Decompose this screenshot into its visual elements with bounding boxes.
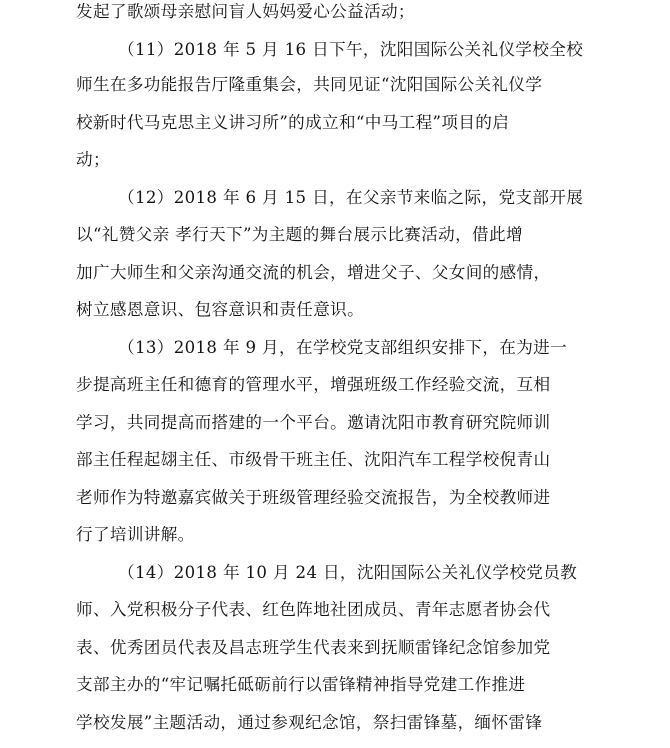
text-line-8: 加广大师生和父亲沟通交流的机会，增进父子、父女间的感情， [76, 263, 551, 282]
text-line-7: 以“礼赞父亲 孝行天下”为主题的舞台展示比赛活动，借此增 [76, 225, 523, 244]
text-line-20: 学校发展”主题活动，通过参观纪念馆，祭扫雷锋墓，缅怀雷锋 [76, 713, 543, 732]
text-line-10: （13）2018 年 9 月，在学校党支部组织安排下，在为进一 [118, 338, 568, 357]
text-line-11: 步提高班主任和德育的管理水平，增强班级工作经验交流，互相 [76, 375, 551, 394]
text-line-12: 学习，共同提高而搭建的一个平台。邀请沈阳市教育研究院师训 [76, 413, 551, 432]
text-line-3: 师生在多功能报告厅隆重集会，共同见证“沈阳国际公关礼仪学 [76, 75, 543, 94]
text-line-19: 支部主办的“牢记嘱托砥砺前行以雷锋精神指导党建工作推进 [76, 675, 526, 694]
text-line-1: 发起了歌颂母亲慰问盲人妈妈爱心公益活动； [76, 2, 415, 21]
text-line-14: 老师作为特邀嘉宾做关于班级管理经验交流报告，为全校教师进 [76, 488, 551, 507]
text-line-18: 表、优秀团员代表及昌志班学生代表来到抚顺雷锋纪念馆参加党 [76, 638, 551, 657]
text-line-15: 行了培训讲解。 [76, 525, 195, 544]
text-line-4: 校新时代马克思主义讲习所”的成立和“中马工程”项目的启 [76, 113, 510, 132]
text-line-16: （14）2018 年 10 月 24 日，沈阳国际公关礼仪学校党员教 [118, 563, 578, 582]
text-line-5: 动； [76, 150, 110, 169]
text-line-9: 树立感恩意识、包容意识和责任意识。 [76, 300, 365, 319]
text-line-6: （12）2018 年 6 月 15 日，在父亲节来临之际，党支部开展 [118, 188, 584, 207]
text-line-13: 部主任程起翃主任、市级骨干班主任、沈阳汽车工程学校倪青山 [76, 450, 551, 469]
text-line-2: （11）2018 年 5 月 16 日下午，沈阳国际公关礼仪学校全校 [118, 40, 584, 59]
text-line-17: 师、入党积极分子代表、红色阵地社团成员、青年志愿者协会代 [76, 600, 551, 619]
